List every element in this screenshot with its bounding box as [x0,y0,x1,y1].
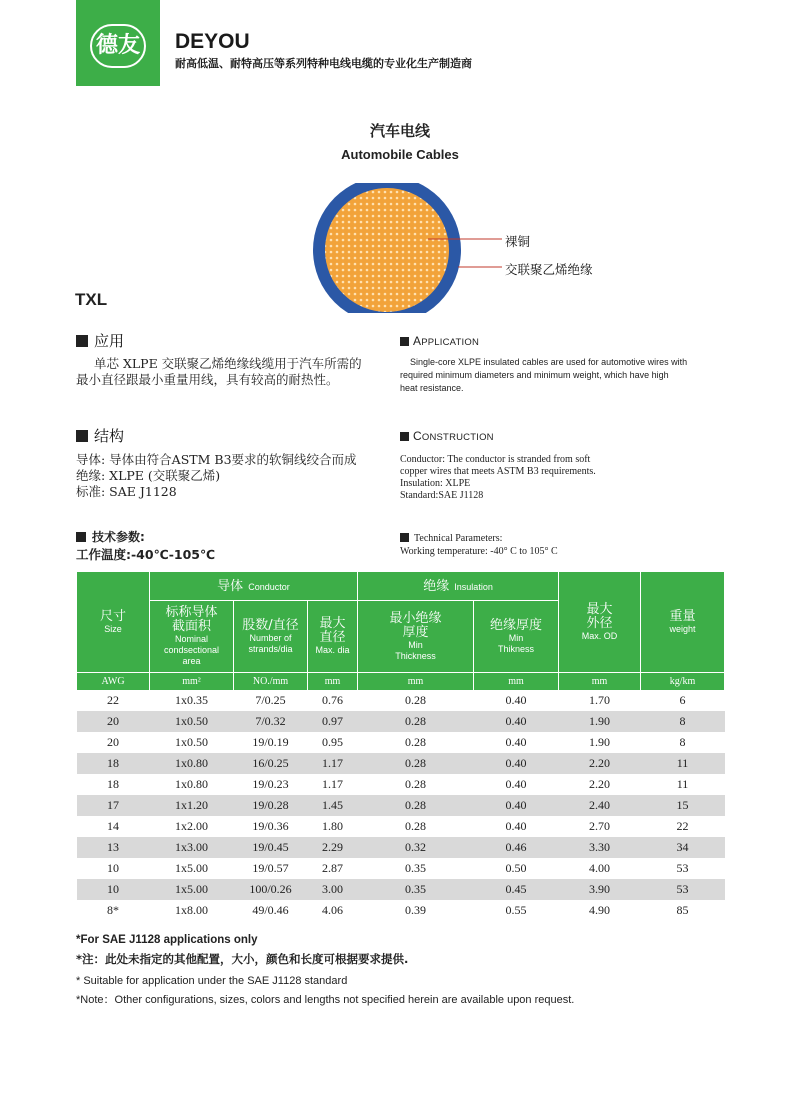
table-cell: 0.55 [474,900,559,921]
table-cell: 0.40 [474,753,559,774]
table-cell: 17 [77,795,150,816]
table-cell: 1x5.00 [150,879,234,900]
table-cell: 0.28 [358,732,474,753]
table-cell: 0.40 [474,732,559,753]
table-cell: 1x0.80 [150,774,234,795]
table-cell: 0.40 [474,795,559,816]
brand-name: DEYOU [175,30,250,53]
table-cell: 15 [641,795,725,816]
table-cell: 2.20 [559,753,641,774]
table-cell: 19/0.45 [234,837,308,858]
table-cell: 1.17 [308,774,358,795]
table-cell: 0.35 [358,879,474,900]
header-strands: 股数/直径 Number of strands/dia [234,601,308,673]
table-row [77,900,725,921]
table-cell: 100/0.26 [234,879,308,900]
table-cell: 3.00 [308,879,358,900]
table-cell: 19/0.57 [234,858,308,879]
table-cell: 6 [641,690,725,711]
table-cell: 22 [77,690,150,711]
note-suitable-sae: * Suitable for application under the SAE J1128 standard [76,975,348,987]
table-cell: 1x0.80 [150,753,234,774]
table-cell: 0.40 [474,774,559,795]
header-insulation: 绝缘 Insulation [358,572,559,601]
header-min-insulation: 最小绝缘 厚度 Min Thickness [358,601,474,673]
table-cell: 1x1.20 [150,795,234,816]
construction-heading-en: CONSTRUCTION [400,429,494,443]
technical-heading-en: Technical Parameters: [400,533,502,545]
unit-cell: mm² [150,673,234,690]
table-cell: 20 [77,732,150,753]
table-cell: 19/0.23 [234,774,308,795]
application-heading-cn: 应用 [76,330,124,351]
label-bare-copper: 裸铜 [505,234,531,249]
table-cell: 1x3.00 [150,837,234,858]
unit-cell: NO./mm [234,673,308,690]
header-insulation-thickness: 绝缘厚度 Min Thikness [474,601,559,673]
table-cell: 7/0.32 [234,711,308,732]
table-cell: 22 [641,816,725,837]
header-max-dia: 最大 直径 Max. dia [308,601,358,673]
table-cell: 0.40 [474,711,559,732]
table-row [77,774,725,795]
table-row [77,879,725,900]
table-cell: 4.90 [559,900,641,921]
brand-logo [76,0,160,86]
table-cell: 53 [641,879,725,900]
table-cell: 19/0.19 [234,732,308,753]
table-cell: 34 [641,837,725,858]
logo-text: 德友 [90,24,146,68]
table-cell: 2.20 [559,774,641,795]
table-cell: 0.28 [358,711,474,732]
unit-cell: mm [559,673,641,690]
table-cell: 16/0.25 [234,753,308,774]
table-cell: 7/0.25 [234,690,308,711]
conductor-core [325,188,449,312]
table-cell: 11 [641,753,725,774]
table-cell: 0.28 [358,753,474,774]
table-cell: 0.28 [358,690,474,711]
table-cell: 19/0.36 [234,816,308,837]
unit-cell: mm [474,673,559,690]
unit-cell: mm [358,673,474,690]
table-cell: 14 [77,816,150,837]
table-row [77,795,725,816]
page-title-en: Automobile Cables [341,147,459,162]
table-cell: 8 [641,732,725,753]
table-cell: 0.28 [358,774,474,795]
header-size: 尺寸 Size [77,572,150,673]
table-cell: 0.95 [308,732,358,753]
table-cell: 2.29 [308,837,358,858]
table-cell: 1x2.00 [150,816,234,837]
table-cell: 11 [641,774,725,795]
table-cell: 18 [77,753,150,774]
table-cell: 0.76 [308,690,358,711]
working-temperature-en: Working temperature: -40° C to 105° C [400,546,558,557]
construction-text-en: Conductor: The conductor is stranded from soft copper wires that meets ASTM B3 requirements. Insulation: XLPE Standard:SAE J1128 [400,454,596,501]
table-cell: 13 [77,837,150,858]
table-cell: 0.46 [474,837,559,858]
table-cell: 3.90 [559,879,641,900]
table-cell: 0.40 [474,816,559,837]
table-cell: 0.50 [474,858,559,879]
table-cell: 10 [77,858,150,879]
label-xlpe-insulation: 交联聚乙烯绝缘 [505,262,593,277]
table-cell: 1.90 [559,711,641,732]
table-cell: 0.35 [358,858,474,879]
table-cell: 8 [641,711,725,732]
table-cell: 1.80 [308,816,358,837]
header-conductor: 导体 Conductor [150,572,358,601]
table-cell: 0.32 [358,837,474,858]
table-cell: 1x0.50 [150,732,234,753]
cable-cross-section [310,183,610,313]
table-cell: 85 [641,900,725,921]
brand-tagline: 耐高低温、耐特高压等系列特种电线电缆的专业化生产制造商 [175,57,472,70]
table-cell: 10 [77,879,150,900]
table-cell: 0.39 [358,900,474,921]
table-cell: 19/0.28 [234,795,308,816]
application-text-cn: 单芯 XLPE 交联聚乙烯绝缘线缆用于汽车所需的 最小直径跟最小重量用线，具有较高的耐热性。 [76,356,362,387]
table-row [77,690,725,711]
table-row [77,858,725,879]
table-row [77,837,725,858]
table-cell: 2.70 [559,816,641,837]
table-row [77,732,725,753]
table-row [77,753,725,774]
table-row [77,711,725,732]
table-cell: 4.06 [308,900,358,921]
construction-text-cn: 导体: 导体由符合ASTM B3要求的软铜线绞合而成 绝缘: XLPE (交联聚乙烯) 标准: SAE J1128 [76,452,357,499]
units-row [77,673,725,690]
table-cell: 0.40 [474,690,559,711]
table-cell: 1x0.50 [150,711,234,732]
table-cell: 1x0.35 [150,690,234,711]
table-cell: 1x8.00 [150,900,234,921]
application-text-en: Single-core XLPE insulated cables are used for automotive wires with required minimum diameters and minimum weight, which have high heat resistance. [400,357,688,393]
working-temperature-cn: 工作温度:-40℃-105℃ [76,547,216,562]
table-cell: 1x5.00 [150,858,234,879]
page-title-cn: 汽车电线 [369,122,430,140]
unit-cell: AWG [77,673,150,690]
table-cell: 20 [77,711,150,732]
table-cell: 0.45 [474,879,559,900]
table-cell: 1.45 [308,795,358,816]
table-cell: 2.87 [308,858,358,879]
table-cell: 49/0.46 [234,900,308,921]
table-cell: 4.00 [559,858,641,879]
table-cell: 0.97 [308,711,358,732]
header-weight: 重量 weight [641,572,725,673]
table-cell: 1.17 [308,753,358,774]
note-other-configs-en: *Note：Other configurations, sizes, colors and lengths not specified herein are available upon request. [76,994,575,1006]
spec-table [76,571,725,921]
header-area: 标称导体 截面积 Nominal condsectional area [150,601,234,673]
construction-heading-cn: 结构 [76,425,124,446]
table-cell: 8* [77,900,150,921]
application-heading-en: APPLICATION [400,334,479,348]
table-cell: 2.40 [559,795,641,816]
table-cell: 18 [77,774,150,795]
table-cell: 0.28 [358,816,474,837]
note-other-configs-cn: *注：此处未指定的其他配置，大小，颜色和长度可根据要求提供. [76,952,409,966]
header-max-od: 最大 外径 Max. OD [559,572,641,673]
unit-cell: mm [308,673,358,690]
unit-cell: kg/km [641,673,725,690]
table-cell: 1.90 [559,732,641,753]
table-cell: 3.30 [559,837,641,858]
model-code: TXL [75,290,108,309]
note-sae-only: *For SAE J1128 applications only [76,934,258,946]
table-cell: 0.28 [358,795,474,816]
table-cell: 53 [641,858,725,879]
technical-heading-cn: 技术参数: [76,528,145,545]
table-cell: 1.70 [559,690,641,711]
table-row [77,816,725,837]
